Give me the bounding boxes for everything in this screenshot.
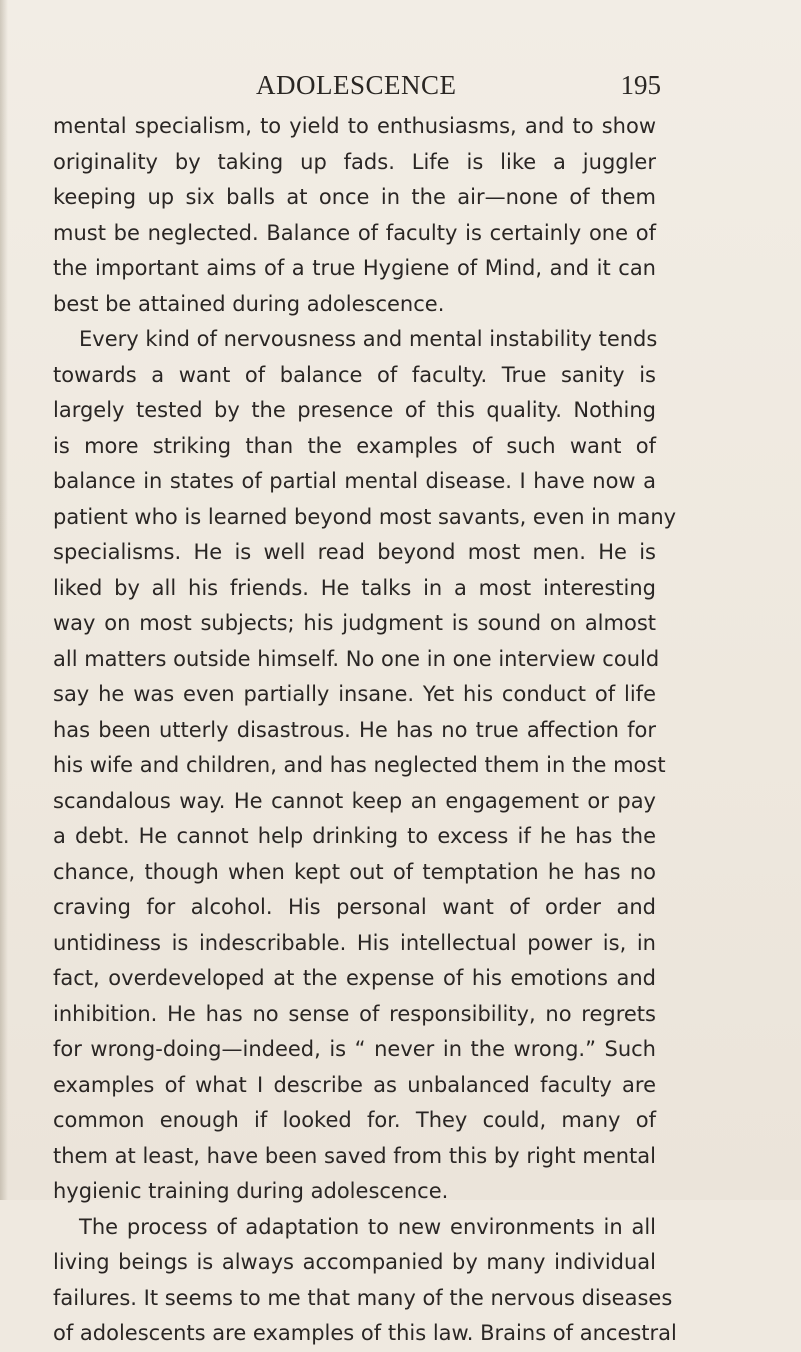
text-line: patient who is learned beyond most savants, even in many — [53, 504, 677, 529]
text-line: a debt. He cannot help drinking to excess if he has the — [53, 824, 656, 848]
text-line: best be attained during adolescence. — [53, 291, 445, 316]
text-line: hygienic training during adolescence. — [53, 1179, 449, 1203]
text-line: liked by all his friends. He talks in a most interesting — [53, 575, 656, 600]
text-line: inhibition. He has no sense of responsibility, no regrets — [53, 1001, 656, 1026]
text-line: untidiness is indescribable. His intellectual power is, in — [53, 930, 656, 955]
text-line: common enough if looked for. They could, many of — [53, 1108, 656, 1132]
text-line: his wife and children, and has neglected them in the most — [53, 753, 666, 777]
text-line: fact, overdeveloped at the expense of his emotions and — [53, 966, 656, 990]
page-edge-shadow — [0, 0, 8, 1200]
text-line: craving for alcohol. His personal want of order and — [53, 895, 656, 919]
text-line: must be neglected. Balance of faculty is certainly one of — [53, 220, 656, 245]
text-line: scandalous way. He cannot keep an engagement or pay — [53, 788, 656, 813]
text-line: living beings is always accompanied by many individual — [53, 1250, 656, 1274]
text-line: them at least, have been saved from this by right mental — [53, 1143, 656, 1168]
running-title: ADOLESCENCE — [256, 70, 457, 100]
text-line: chance, though when kept out of temptation he has no — [53, 859, 656, 884]
text-line: has been utterly disastrous. He has no true affection for — [53, 717, 656, 742]
body-text — [53, 109, 677, 1352]
text-line: mental specialism, to yield to enthusiasms, and to show — [53, 114, 656, 138]
text-line: all matters outside himself. No one in one interview could — [53, 646, 660, 671]
text-line: originality by taking up fads. Life is like a juggler — [53, 149, 656, 174]
text-line: towards a want of balance of faculty. True sanity is — [53, 362, 656, 387]
text-line: of adolescents are examples of this law. Brains of ancestral — [53, 1321, 677, 1345]
text-line: examples of what I describe as unbalanced faculty are — [53, 1072, 656, 1097]
text-line: The process of adaptation to new environments in all — [79, 1214, 656, 1239]
text-line: say he was even partially insane. Yet his conduct of life — [53, 682, 656, 706]
text-line: the important aims of a true Hygiene of Mind, and it can — [53, 256, 656, 280]
text-line: balance in states of partial mental disease. I have now a — [53, 469, 656, 493]
text-line: is more striking than the examples of such want of — [53, 433, 656, 458]
text-line: specialisms. He is well read beyond most men. He is — [53, 540, 656, 564]
page-number: 195 — [620, 70, 661, 100]
text-line: way on most subjects; his judgment is sound on almost — [53, 611, 656, 635]
text-line: for wrong-doing—indeed, is “ never in the wrong.” Such — [53, 1037, 656, 1061]
text-line: failures. It seems to me that many of the nervous diseases — [53, 1285, 673, 1310]
text-line: Every kind of nervousness and mental instability tends — [79, 327, 658, 351]
running-head — [0, 70, 801, 110]
text-line: largely tested by the presence of this quality. Nothing — [53, 398, 656, 422]
text-line: keeping up six balls at once in the air—none of them — [53, 185, 656, 209]
